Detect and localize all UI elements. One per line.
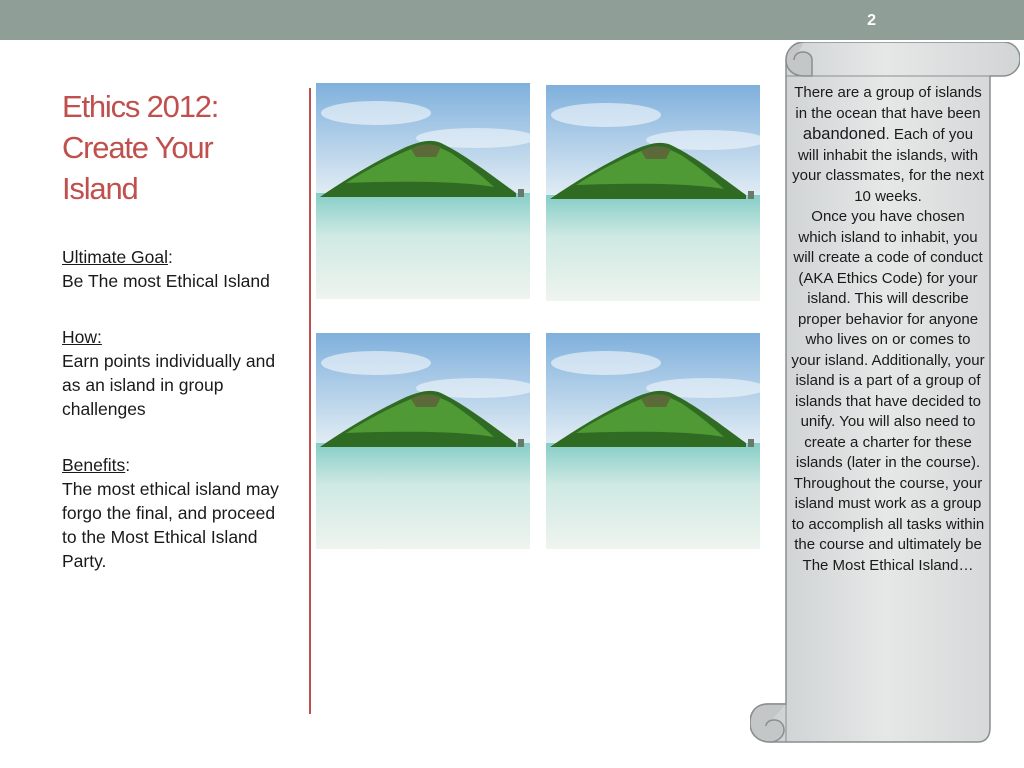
island-image bbox=[316, 83, 530, 299]
scroll-text-before: There are a group of islands in the ocean that have been bbox=[794, 84, 982, 122]
island-photo-3 bbox=[316, 333, 530, 549]
how-text: Earn points individually and as an island in group challenges bbox=[62, 351, 276, 419]
title-line-3: Island bbox=[62, 171, 138, 206]
island-photo-1 bbox=[316, 83, 530, 299]
slide-title bbox=[62, 86, 292, 209]
goal-heading: Ultimate Goal bbox=[62, 247, 169, 267]
how-heading: How: bbox=[62, 327, 102, 347]
benefits-text: The most ethical island may forgo the final, and proceed to the Most Ethical Island Party. bbox=[62, 479, 279, 571]
body-text: Ultimate Goal: Be The most Ethical Island How: Earn points individually and as an island in group challenges Benefits: The most ethical island may forgo the final, and proceed to the Most Ethical Island Party. bbox=[62, 245, 287, 573]
title-line-2: Create Your bbox=[62, 130, 213, 165]
scroll-text-emph: abandoned bbox=[802, 125, 886, 143]
scroll-text-after: . Each of you will inhabit the islands, with your classmates, for the next 10 weeks. bbox=[792, 126, 984, 205]
island-image bbox=[546, 85, 760, 301]
island-photo-2 bbox=[546, 85, 760, 301]
island-image bbox=[546, 333, 760, 549]
goal-text: Be The most Ethical Island bbox=[62, 271, 270, 291]
benefits-heading: Benefits bbox=[62, 455, 126, 475]
scroll-text-p2: Once you have chosen which island to inhabit, you will create a code of conduct (AKA Ethics Code) for your island. This will describe proper behavior for anyone who lives on or comes to your island. Additionally, your island is a part of a group of islands that have decided to unify. You will also need to create a charter for these islands (later in the course). Throughout the course, your island must work as a group to accomplish all tasks within the course and ultimately be The Most Ethical Island… bbox=[791, 208, 985, 574]
top-bar bbox=[0, 0, 1024, 40]
island-photo-4 bbox=[546, 333, 760, 549]
title-line-1: Ethics 2012: bbox=[62, 89, 219, 124]
slide-number: 2 bbox=[867, 12, 876, 29]
scroll-text bbox=[791, 83, 985, 576]
vertical-divider bbox=[309, 88, 311, 714]
island-image bbox=[316, 333, 530, 549]
